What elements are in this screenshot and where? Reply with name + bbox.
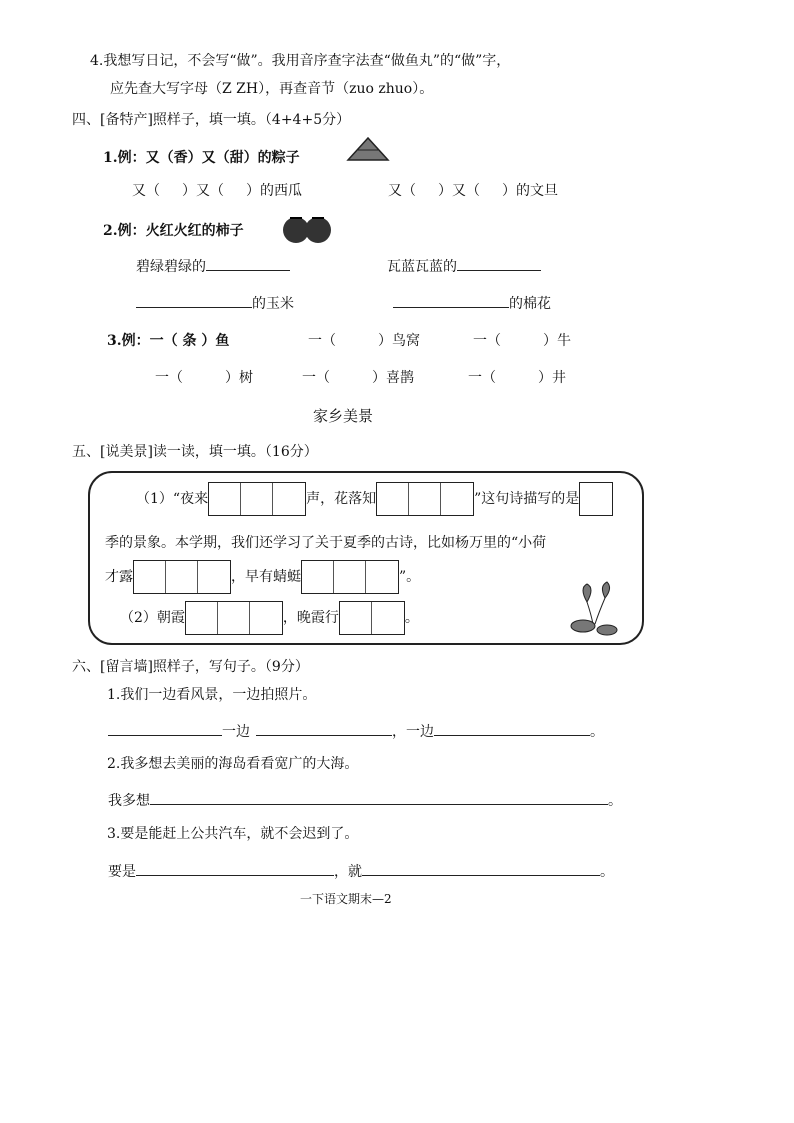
s4-item1-b-prefix: 又（ (388, 183, 416, 199)
s4-item1-a-prefix: 又（ (132, 183, 160, 199)
s6-item3: 3.要是能赶上公共汽车，就不会迟到了。 (107, 826, 359, 842)
s5-row3-c: ”。 (399, 569, 421, 585)
s4-item2-a-label: 碧绿碧绿的 (136, 259, 206, 275)
answer-line[interactable] (136, 861, 334, 876)
flower-illustration (565, 580, 625, 640)
answer-line[interactable] (206, 256, 290, 271)
s4-item1-b-mid: ）又（ (438, 183, 480, 199)
s4-item3-b: 一（ ）牛 (473, 333, 571, 349)
s4-item3-d: 一（ ）喜鹊 (302, 370, 414, 386)
page-footer: 一下语文期末—2 (300, 892, 392, 906)
s4-item3-e: 一（ ）井 (468, 370, 566, 386)
answer-line[interactable] (150, 790, 608, 805)
section4-title: 四、[备特产]照样子，填一填。（4+4+5分） (72, 112, 351, 128)
s6-item2-answer (108, 790, 622, 810)
s6-item2-end: 。 (608, 793, 622, 809)
char-grid[interactable] (133, 560, 231, 594)
s5-row1-b: 声，花落知 (306, 491, 377, 507)
s4-item2-a (136, 256, 290, 276)
q4-line1: 4.我想写日记，不会写“做”。我用音序查字法查“做鱼丸”的“做”字， (90, 53, 511, 69)
s6-item1-mid: 一边 (222, 724, 250, 740)
s4-item3-c: 一（ ）树 (155, 370, 253, 386)
char-grid[interactable] (301, 560, 399, 594)
zongzi-illustration (346, 134, 390, 164)
s4-item2-example: 2.例：火红火红的柿子 (103, 223, 244, 239)
s6-item3-mid: ，就 (334, 864, 362, 880)
answer-line[interactable] (108, 721, 222, 736)
char-grid[interactable] (339, 601, 405, 635)
answer-line[interactable] (393, 293, 509, 308)
s4-item3-example: 3.例：一（ 条 ）鱼 (107, 333, 230, 349)
s5-row1 (136, 482, 613, 516)
s4-item3-a: 一（ ）鸟窝 (308, 333, 420, 349)
char-grid[interactable] (208, 482, 306, 516)
s6-item1-end: 。 (590, 724, 604, 740)
s6-item1: 1.我们一边看风景，一边拍照片。 (107, 687, 317, 703)
s4-item2-c (136, 293, 294, 313)
s6-item2: 2.我多想去美丽的海岛看看宽广的大海。 (107, 756, 359, 772)
s6-item1-answer (108, 721, 604, 741)
s4-item2-b-label: 瓦蓝瓦蓝的 (387, 259, 457, 275)
s4-item2-c-label: 的玉米 (252, 296, 294, 312)
s4-item1-a-suffix: ）的西瓜 (246, 183, 302, 199)
s6-item1-mid2: ，一边 (392, 724, 434, 740)
s5-row1-a: （1）“夜来 (136, 491, 209, 507)
s5-row3-a: 才露 (105, 569, 133, 585)
s4-item1-b (388, 180, 558, 200)
s6-item3-end: 。 (600, 864, 614, 880)
char-grid[interactable] (376, 482, 474, 516)
q4-line2: 应先查大写字母（Z ZH），再查音节（zuo zhuo）。 (110, 81, 434, 97)
section5-title: 五、[说美景]读一读，填一填。（16分） (72, 444, 318, 460)
s6-item3-answer (108, 861, 614, 881)
answer-line[interactable] (256, 721, 392, 736)
s4-item1-example: 1.例：又（香）又（甜）的粽子 (103, 150, 300, 166)
s5-row1-c: ”这句诗描写的是 (474, 491, 580, 507)
answer-line[interactable] (434, 721, 590, 736)
s6-item2-prefix: 我多想 (108, 793, 150, 809)
answer-line[interactable] (457, 256, 541, 271)
char-grid[interactable] (185, 601, 283, 635)
s4-item2-d (393, 293, 551, 313)
s5-row2: 季的景象。本学期，我们还学习了关于夏季的古诗，比如杨万里的“小荷 (105, 535, 547, 551)
s4-item1-b-suffix: ）的文旦 (502, 183, 558, 199)
s4-item2-d-label: 的棉花 (509, 296, 551, 312)
s4-item1-a (132, 180, 302, 200)
s5-row4-b: ，晚霞行 (282, 610, 339, 626)
s4-item1-a-mid: ）又（ (182, 183, 224, 199)
s5-row4 (120, 601, 419, 635)
section-heading: 家乡美景 (313, 407, 374, 425)
s5-row3-b: ，早有蜻蜓 (231, 569, 301, 585)
s6-item3-prefix: 要是 (108, 864, 136, 880)
s5-row4-a: （2）朝霞 (120, 610, 185, 626)
persimmon-illustration (280, 210, 334, 244)
s5-row4-c: 。 (404, 610, 419, 626)
s4-item2-b (387, 256, 541, 276)
s5-row3 (105, 560, 420, 594)
section6-title: 六、[留言墙]照样子，写句子。（9分） (72, 659, 309, 675)
char-grid[interactable] (579, 482, 613, 516)
answer-line[interactable] (136, 293, 252, 308)
answer-line[interactable] (362, 861, 600, 876)
